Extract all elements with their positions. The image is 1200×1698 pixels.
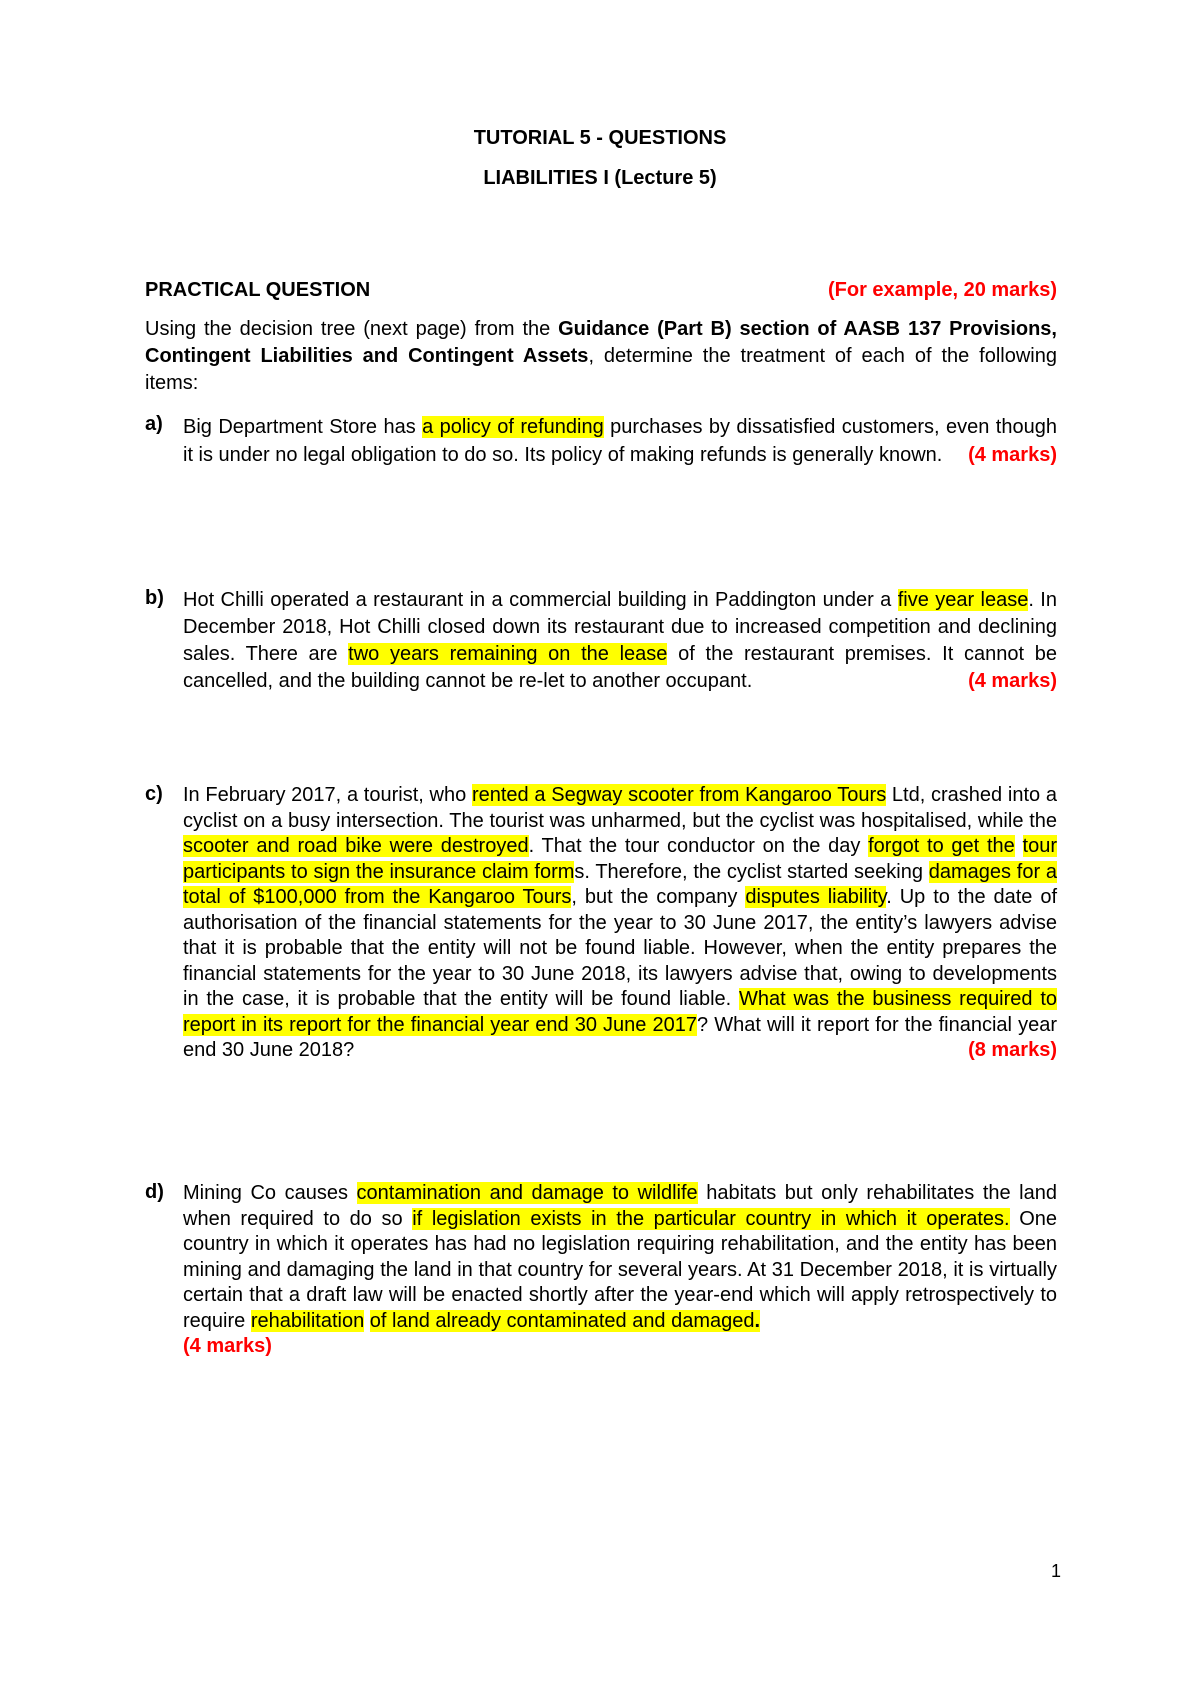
document-subtitle: LIABILITIES I (Lecture 5): [483, 167, 717, 189]
highlighted-text: rehabilitation: [250, 1309, 365, 1332]
text-segment: Hot Chilli operated a restaurant in a commercial building in Paddington under a: [183, 589, 898, 611]
section-marks: (For example, 20 marks): [828, 279, 1057, 301]
item-marks-c: (8 marks): [968, 1039, 1057, 1061]
text-segment: s. Therefore, the cyclist started seeking: [574, 860, 929, 883]
text-segment: Big Department Store has: [183, 416, 423, 438]
highlighted-text: tour participants to sign the insurance claim form: [183, 835, 1057, 883]
text-segment: , but the company: [571, 886, 746, 908]
highlighted-text: rented a Segway scooter from Kangaroo Tours: [471, 784, 887, 806]
highlighted-text: forgot to get the: [868, 835, 1015, 857]
highlighted-text: What was the business required to report in its report for the financial year end 30 June 2017: [183, 988, 1058, 1036]
item-label-b: b): [145, 587, 164, 609]
item-text-b: [183, 587, 1057, 695]
highlighted-text: five year lease: [897, 589, 1029, 611]
item-marks-b: (4 marks): [968, 670, 1057, 692]
intro-standard-reference: Guidance (Part B) section of AASB 137 Provisions, Contingent Liabilities and Contingent Assets: [145, 318, 1057, 367]
text-segment: purchases by dissatisfied customers, even though it is under no legal obligation to do so. Its policy of making refunds is generally known.: [183, 416, 1057, 466]
text-segment: In February 2017, a tourist, who: [183, 784, 472, 806]
text-segment: Mining Co causes: [183, 1182, 357, 1204]
intro-paragraph: [145, 316, 1057, 397]
highlighted-text: .: [754, 1309, 761, 1332]
document-title: TUTORIAL 5 - QUESTIONS: [473, 127, 727, 149]
text-segment: of the restaurant premises. It cannot be cancelled, and the building cannot be re-let to another occupant.: [183, 643, 1057, 692]
item-marks-a: (4 marks): [968, 444, 1057, 466]
highlighted-text: scooter and road bike were destroyed: [183, 835, 529, 857]
highlighted-text: if legislation exists in the particular country in which it operates.: [412, 1207, 1010, 1230]
text-segment: habitats but only rehabilitates the land when required to do so: [183, 1182, 1057, 1230]
item-text-a: [183, 413, 1057, 469]
text-segment: [1015, 835, 1023, 857]
item-label-c: c): [145, 783, 163, 805]
item-text-c: [183, 783, 1057, 1064]
text-segment: Ltd, crashed into a cyclist on a busy intersection. The tourist was unharmed, but the cyclist was hospitalised, while the: [183, 784, 1057, 832]
item-marks-d: (4 marks): [183, 1335, 272, 1357]
item-text-d: [183, 1181, 1057, 1360]
text-segment: . In December 2018, Hot Chilli closed down its restaurant due to increased competition and declining sales. There are: [183, 589, 1057, 665]
section-name: PRACTICAL QUESTION: [145, 279, 371, 301]
item-label-a: a): [145, 413, 163, 435]
highlighted-text: two years remaining on the lease: [348, 643, 668, 665]
section-heading: [145, 279, 1057, 305]
intro-text-1: Using the decision tree (next page) from the: [145, 318, 559, 340]
text-segment: ? What will it report for the financial year end 30 June 2018?: [183, 1013, 1057, 1061]
highlighted-text: a policy of refunding: [422, 416, 604, 438]
intro-text-2: , determine the treatment of each of the following items:: [145, 345, 1058, 394]
text-segment: One country in which it operates has had no legislation requiring rehabilitation, and the entity has been mining and damaging the land in that country for several years. At 31 December 2018, it is virtually certain that a draft law will be enacted shortly after the year-end which will apply retrospectively to require: [183, 1207, 1057, 1332]
text-segment: [364, 1310, 370, 1332]
highlighted-text: disputes liability: [745, 886, 887, 908]
text-segment: . Up to the date of authorisation of the financial statements for the year to 30 June 2017, the entity’s lawyers advise that it is probable that the entity will not be found liable. However, when the entity prepares the financial statements for the year to 30 June 2018, its lawyers advise that, owing to developments in the case, it is probable that the entity will be found liable.: [183, 886, 1058, 1010]
highlighted-text: of land already contaminated and damaged: [369, 1309, 755, 1332]
page-number: 1: [1050, 1561, 1061, 1581]
text-segment: . That the tour conductor on the day: [528, 835, 869, 857]
highlighted-text: contamination and damage to wildlife: [356, 1182, 698, 1204]
item-label-d: d): [145, 1181, 164, 1203]
highlighted-text: damages for a total of $100,000 from the Kangaroo Tours: [183, 860, 1057, 908]
